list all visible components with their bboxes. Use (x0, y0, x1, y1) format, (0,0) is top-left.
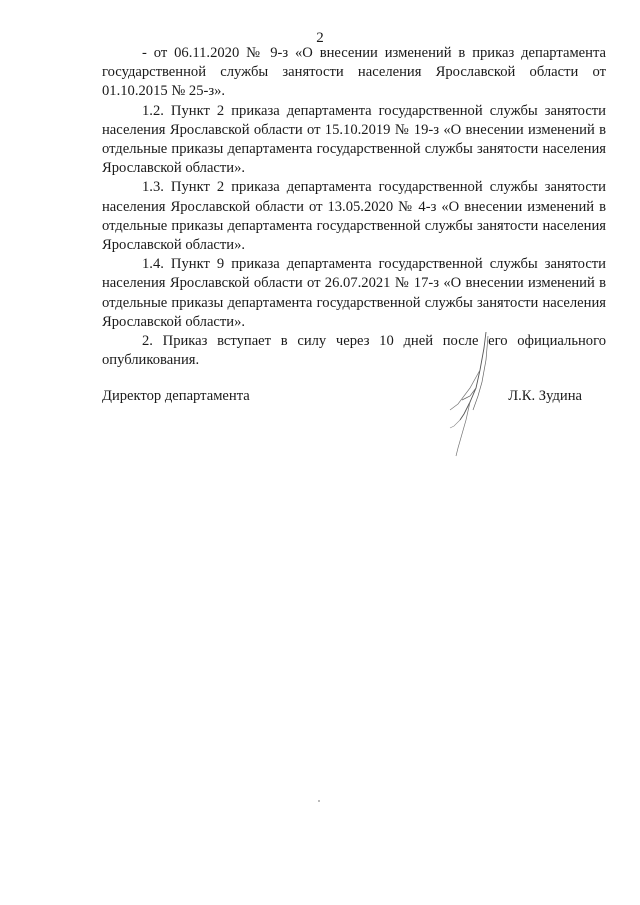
paragraph-2: 2. Приказ вступает в силу через 10 дней после его официального опубликования. (102, 333, 606, 369)
paragraph-1-4: 1.4. Пункт 9 приказа департамента государственной службы занятости населения Ярославской области от 26.07.2021 № 17-з «О внесении изменений в отдельные приказы департамента государственной службы занятости населения Ярославской области». (102, 256, 606, 330)
paragraph-1-3: 1.3. Пункт 2 приказа департамента государственной службы занятости населения Ярославской области от 13.05.2020 № 4-з «О внесении изменений в отдельные приказы департамента государственной службы занятости населения Ярославской области». (102, 179, 606, 254)
page-number: 2 (316, 30, 324, 46)
signature-block (102, 388, 606, 408)
document-body (102, 44, 606, 370)
paragraph-amendment-2020: - от 06.11.2020 № 9-з «О внесении изменений в приказ департамента государственной службы занятости населения Ярославской области от 01.10.2015 № 25-з». (102, 45, 606, 100)
signatory-name: Л.К. Зудина (508, 388, 582, 404)
paragraph-1-2: 1.2. Пункт 2 приказа департамента государственной службы занятости населения Ярославской области от 15.10.2019 № 19-з «О внесении изменений в отдельные приказы департамента государственной службы занятости населения Ярославской области». (102, 102, 606, 177)
scan-speck (318, 800, 320, 802)
signatory-title: Директор департамента (102, 388, 250, 404)
